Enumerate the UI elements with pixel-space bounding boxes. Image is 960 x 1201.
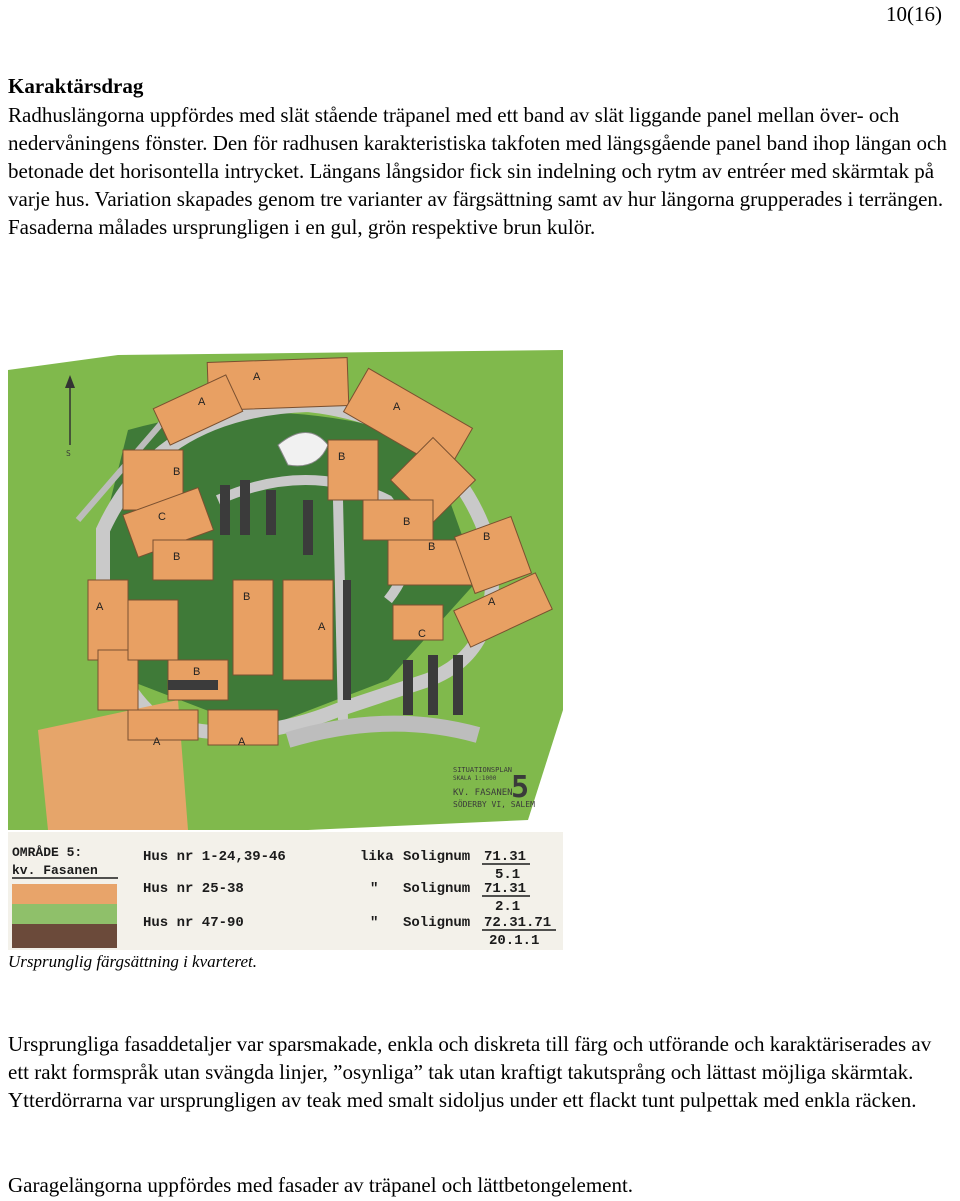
house-letter: B: [428, 541, 436, 553]
legend-area-title: OMRÅDE 5:: [12, 845, 83, 860]
svg-text:SKALA 1:1000: SKALA 1:1000: [453, 775, 497, 782]
house-letter: B: [338, 451, 346, 463]
svg-text:Hus nr 1-24,39-46: Hus nr 1-24,39-46: [143, 849, 286, 865]
house-letter: A: [153, 736, 161, 748]
svg-text:KV. FASANEN: KV. FASANEN: [453, 788, 513, 798]
svg-text:5.1: 5.1: [495, 867, 521, 883]
svg-text:72.31.71: 72.31.71: [484, 915, 552, 931]
house-letter: B: [173, 466, 181, 478]
svg-text:": ": [370, 915, 379, 931]
svg-text:Hus nr 47-90: Hus nr 47-90: [143, 915, 244, 931]
section-heading: Karaktärsdrag: [8, 74, 144, 98]
house-letter: A: [253, 371, 261, 383]
house-letter: A: [393, 401, 401, 413]
svg-text:": ": [370, 881, 379, 897]
paragraph-characteristics: Radhuslängorna uppfördes med slät stående träpanel med ett band av slät liggande panel mellan över- och nedervåningens fönster. Den för radhusen karakteristiska takfoten med längsgående panel band ihop längan och betonade det horisontella intrycket. Längans långsidor fick sin indelning och rytm av entréer med skärmtak på varje hus. Variation skapades genom tre varianter av färgsättning samt av hur längorna grupperades i terrängen. Fasaderna målades ursprungligen i en gul, grön respektive brun kulör.: [8, 103, 947, 239]
svg-text:lika: lika: [360, 849, 394, 865]
plan-number: 5: [511, 770, 530, 805]
house-letter: B: [243, 591, 251, 603]
svg-text:Solignum: Solignum: [403, 881, 471, 897]
svg-text:S: S: [66, 449, 71, 458]
svg-text:Hus nr 25-38: Hus nr 25-38: [143, 881, 244, 897]
house-letter: C: [418, 628, 426, 640]
house-letter: B: [403, 516, 411, 528]
legend-area-subtitle: kv. Fasanen: [12, 863, 98, 878]
swatch-green: [12, 904, 117, 924]
house-letter: B: [173, 551, 181, 563]
svg-text:SÖDERBY VI, SALEM: SÖDERBY VI, SALEM: [453, 800, 535, 809]
svg-text:SITUATIONSPLAN: SITUATIONSPLAN: [453, 766, 513, 774]
house-letter: B: [483, 531, 491, 543]
house-letter: A: [96, 601, 104, 613]
paragraph-facade-details: Ursprungliga fasaddetaljer var sparsmakade, enkla och diskreta till färg och utförande och karaktäriserades av ett rakt formspråk utan svängda linjer, ”osynliga” tak utan kraftigt takutsprång och lättast möjliga skärmtak. Ytterdörrarna var ursprungligen av teak med smalt sidoljus under ett flackt tunt pulpettak med enkla räcken.: [8, 1032, 932, 1112]
house-letter: A: [318, 621, 326, 633]
svg-text:2.1: 2.1: [495, 899, 521, 915]
svg-text:71.31: 71.31: [484, 849, 527, 865]
site-plan-image: [8, 350, 563, 830]
swatch-yellow: [12, 884, 117, 904]
house-letter: C: [158, 511, 166, 523]
plan-stamp: [453, 766, 535, 809]
svg-text:Solignum: Solignum: [403, 849, 471, 865]
figure-caption: Ursprunglig färgsättning i kvarteret.: [8, 952, 258, 971]
paragraph-garages: Garagelängorna uppfördes med fasader av träpanel och lättbetongelement.: [8, 1173, 634, 1197]
svg-text:Solignum: Solignum: [403, 915, 471, 931]
svg-text:20.1.1: 20.1.1: [489, 933, 540, 949]
svg-text:71.31: 71.31: [484, 881, 527, 897]
page-number: 10(16): [886, 2, 942, 26]
swatch-brown: [12, 924, 117, 948]
house-letter: A: [198, 396, 206, 408]
color-legend: [8, 832, 563, 950]
house-letter: B: [193, 666, 201, 678]
house-letter: A: [488, 596, 496, 608]
house-letter: A: [238, 736, 246, 748]
